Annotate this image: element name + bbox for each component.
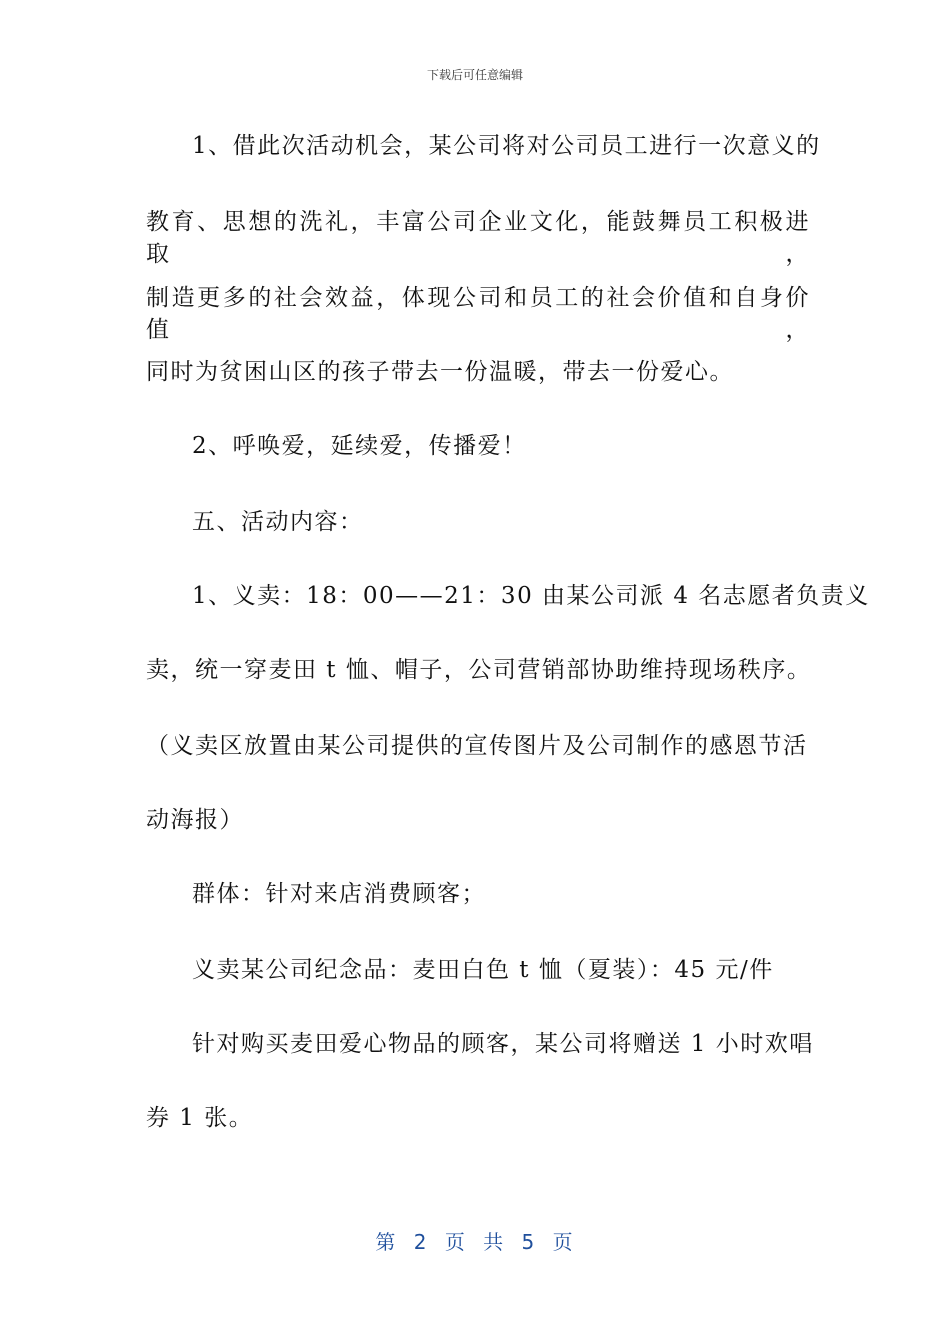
paragraph-1-line-2: 教育、思想的洗礼，丰富公司企业文化，能鼓舞员工积极进取， <box>146 209 810 267</box>
paragraph-5-line-1: （义卖区放置由某公司提供的宣传图片及公司制作的感恩节活 <box>146 733 808 759</box>
paragraph-2: 2、呼唤爱，延续爱，传播爱！ <box>192 433 527 459</box>
section-heading-activity-content: 五、活动内容： <box>192 509 364 535</box>
paragraph-7: 义卖某公司纪念品：麦田白色 t 恤（夏装）：45 元/件 <box>192 957 774 983</box>
paragraph-4-line-1: 1、义卖：18：00——21：30 由某公司派 4 名志愿者负责义 <box>192 583 870 609</box>
paragraph-8-line-1: 针对购买麦田爱心物品的顾客，某公司将赠送 1 小时欢唱 <box>192 1031 814 1057</box>
paragraph-4-line-2: 卖，统一穿麦田 t 恤、帽子，公司营销部协助维持现场秩序。 <box>146 657 812 683</box>
paragraph-1-line-3: 制造更多的社会效益，体现公司和员工的社会价值和自身价值， <box>146 285 810 343</box>
paragraph-1-line-4: 同时为贫困山区的孩子带去一份温暖，带去一份爱心。 <box>146 359 734 385</box>
paragraph-8-line-2: 券 1 张。 <box>146 1105 254 1131</box>
paragraph-5-line-2: 动海报） <box>146 807 244 833</box>
paragraph-6: 群体：针对来店消费顾客； <box>192 881 486 907</box>
paragraph-1-line-1: 1、借此次活动机会，某公司将对公司员工进行一次意义的 <box>192 133 821 159</box>
page-number-footer: 第 2 页 共 5 页 <box>375 1230 575 1254</box>
header-note: 下载后可任意编辑 <box>426 68 523 82</box>
